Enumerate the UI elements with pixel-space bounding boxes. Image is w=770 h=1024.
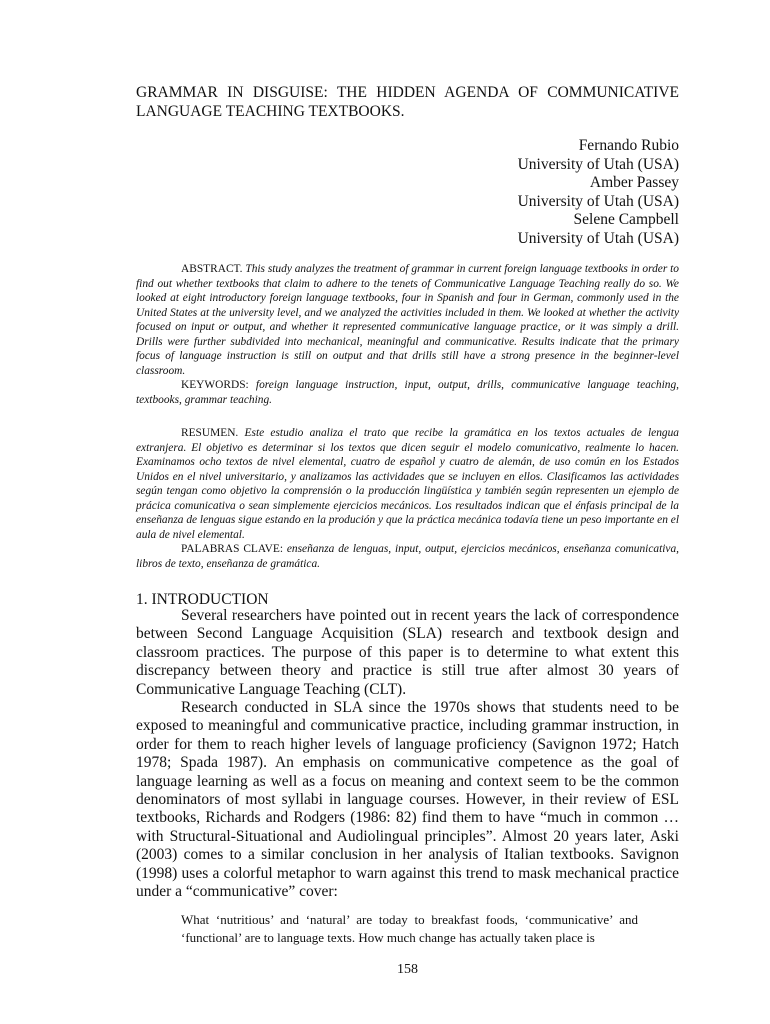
palabras-clave-label: PALABRAS CLAVE: [181,543,283,555]
body-paragraph: Several researchers have pointed out in recent years the lack of correspondence between Second Language Acquisition (SLA) research and textbook design and classroom practices. The purpose of this paper is to determine to what extent this discrepancy between theory and practice is still true after almost 30 years of Communicative Language Teaching (CLT). [136,607,679,698]
abstract-section [136,262,679,407]
author-name: Fernando Rubio [578,137,679,154]
resumen-paragraph [136,426,679,542]
keywords-paragraph [136,378,679,407]
abstract-label: ABSTRACT. [181,263,243,275]
author-name: Selene Campbell [573,211,679,228]
author-block [379,137,679,248]
keywords-label: KEYWORDS: [181,379,249,391]
author-affiliation: University of Utah (USA) [517,155,679,173]
body-paragraph: Research conducted in SLA since the 1970s shows that students need to be exposed to meaningful and communicative practice, including grammar instruction, in order for them to reach higher levels of language proficiency (Savignon 1972; Hatch 1978; Spada 1987). An emphasis on communicative competence as the goal of language learning as well as a focus on meaning and context seem to be the common denominators of most syllabi in language courses. However, in their review of ESL textbooks, Richards and Rodgers (1986: 82) find them to have “much in common … with Structural-Situational and Audiolingual principles”. Almost 20 years later, Aski (2003) comes to a similar conclusion in her analysis of Italian textbooks. Savignon (1998) uses a colorful metaphor to warn against this trend to mask mechanical practice under a “communicative” cover: [136,699,679,901]
page-number: 158 [397,962,418,977]
paper-title: GRAMMAR IN DISGUISE: THE HIDDEN AGENDA OF COMMUNICATIVE LANGUAGE TEACHING TEXTBOOKS. [136,84,679,120]
resumen-label: RESUMEN. [181,427,239,439]
palabras-clave-paragraph [136,542,679,571]
author-affiliation: University of Utah (USA) [517,192,679,210]
author-name: Amber Passey [589,174,679,191]
introduction-body [136,607,679,902]
resumen-text: Este estudio analiza el trato que recibe la gramática en los textos actuales de lengua extranjera. El objetivo es determinar si los textos que dicen seguir el modelo comunicativo, realmente lo hacen. Examinamos ocho textos de nivel elemental, cuatro de español y cuatro de alemán, de uso común en los Estados Unidos en el nivel universitario, y analizamos las actividades que se incluyen en ellos. Clasificamos las actividades según tengan como objetivo la comprensión o la producción lingüística y también según representen un ejemplo de prácica comunicativa o sean simplemente ejercicios mecánicos. Los resultados indican que el énfasis principal de la enseñanza de lenguas sigue estando en la produción y que la práctica mecánica todavía tiene un peso importante en el aula de nivel elemental. [136,427,679,541]
palabras-clave-text: enseñanza de lenguas, input, output, ejercicios mecánicos, enseñanza comunicativa, libros de texto, enseñanza de gramática. [136,543,679,570]
abstract-paragraph [136,262,679,378]
section-heading-introduction: 1. INTRODUCTION [136,591,269,608]
block-quote: What ‘nutritious’ and ‘natural’ are today to breakfast foods, ‘communicative’ and ‘functional’ are to language texts. How much change has actually taken place is [181,912,638,945]
author-affiliation: University of Utah (USA) [517,229,679,247]
abstract-text: This study analyzes the treatment of grammar in current foreign language textbooks in order to find out whether textbooks that claim to adhere to the tenets of Communicative Language Teaching really do so. We looked at eight introductory foreign language textbooks, four in Spanish and four in German, commonly used in the United States at the university level, and we analyzed the activities included in them. We looked at whether the activity focused on input or output, and whether it represented communicative language practice, or it was simply a drill. Drills were further subdivided into mechanical, meaningful and communicative. Results indicate that the primary focus of language instruction is still on output and that drills still have a strong presence in the beginner-level classroom. [136,263,680,377]
paper-page [136,0,679,1024]
keywords-text: foreign language instruction, input, output, drills, communicative language teaching, textbooks, grammar teaching. [136,379,679,406]
resumen-section [136,426,679,571]
